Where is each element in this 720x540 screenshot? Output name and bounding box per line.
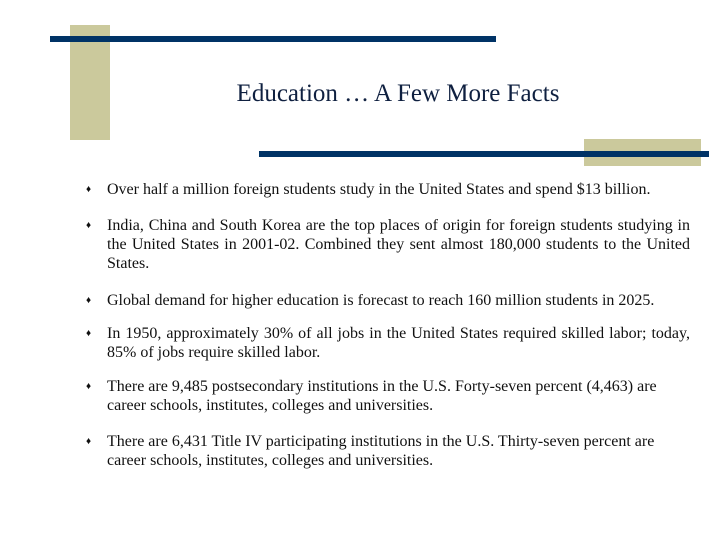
bullet-text: Over half a million foreign students study in the United States and spend $13 billion. bbox=[107, 181, 651, 198]
diamond-bullet-icon: ♦ bbox=[86, 436, 92, 447]
diamond-bullet-icon: ♦ bbox=[86, 184, 92, 195]
diamond-bullet-icon: ♦ bbox=[86, 295, 92, 306]
title-underline-rule bbox=[259, 151, 709, 157]
bullet-text: Global demand for higher education is forecast to reach 160 million students in 2025. bbox=[107, 292, 655, 309]
bullet-item bbox=[86, 216, 690, 273]
slide-title: Education … A Few More Facts bbox=[236, 80, 560, 107]
bullet-item bbox=[86, 180, 690, 199]
decorative-tan-bar bbox=[70, 25, 110, 140]
top-rule bbox=[50, 36, 496, 42]
bullet-text: In 1950, approximately 30% of all jobs in the United States required skilled labor; today, 85% of jobs require skilled labor. bbox=[107, 325, 690, 361]
bullet-item bbox=[86, 377, 690, 415]
bullet-text: India, China and South Korea are the top places of origin for foreign students studying in the United States in 2001-02. Combined they sent almost 180,000 students to the United States. bbox=[107, 217, 690, 272]
bullet-item bbox=[86, 291, 690, 310]
bullet-item bbox=[86, 324, 690, 362]
bullet-item bbox=[86, 432, 690, 470]
diamond-bullet-icon: ♦ bbox=[86, 381, 92, 392]
bullet-list bbox=[86, 180, 690, 470]
bullet-text: There are 9,485 postsecondary institutions in the U.S. Forty-seven percent (4,463) are career schools, institutes, colleges and universities. bbox=[107, 378, 657, 414]
diamond-bullet-icon: ♦ bbox=[86, 220, 92, 231]
diamond-bullet-icon: ♦ bbox=[86, 328, 92, 339]
bullet-text: There are 6,431 Title IV participating institutions in the U.S. Thirty-seven percent are career schools, institutes, colleges and universities. bbox=[107, 433, 655, 469]
